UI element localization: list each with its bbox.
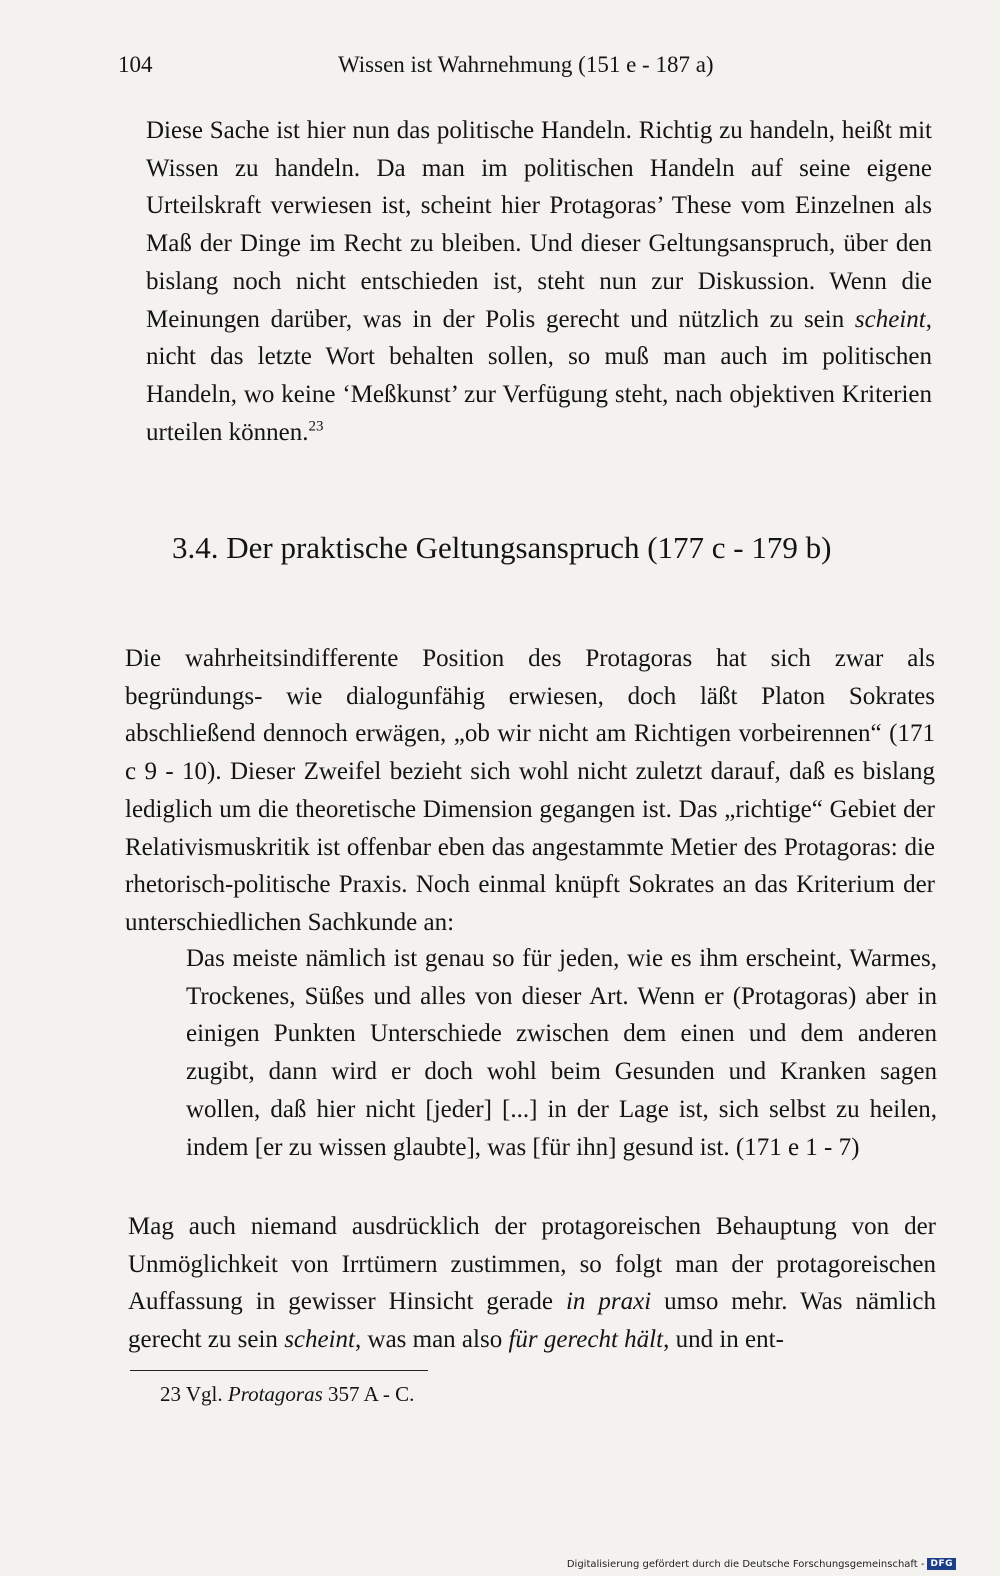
footnote-23 [160, 1382, 414, 1407]
paragraph-1-emphasis: scheint [854, 305, 926, 333]
paragraph-3-text-d: , und in ent- [663, 1326, 784, 1354]
paragraph-1-text-a: Diese Sache ist hier nun das politische Handeln. Richtig zu handeln, heißt mit Wissen zu handeln. Da man im politischen Handeln auf seine eigene Urteilskraft verwiesen ist, scheint hier Protagoras’ These vom Einzelnen als Maß der Dinge im Recht zu bleiben. Und dieser Geltungsanspruch, über den bislang noch nicht entschieden ist, steht nun zur Diskussion. Wenn die Meinungen darüber, was in der Polis gerecht und nützlich zu sein [146, 117, 932, 333]
paragraph-2: Die wahrheitsindifferente Position des Protagoras hat sich zwar als begründungs- wie dialogunfähig erwiesen, doch läßt Platon Sokrates abschließend dennoch erwägen, „ob wir nicht am Richtigen vorbeirennen“ (171 c 9 - 10). Dieser Zweifel bezieht sich wohl nicht zuletzt darauf, daß es bislang lediglich um die theoretische Dimension gegangen ist. Das „richtige“ Gebiet der Relativismuskritik ist offenbar eben das angestammte Metier des Protagoras: die rhetorisch-politische Praxis. Noch einmal knüpft Sokrates an das Kriterium der unterschiedlichen Sachkunde an: [125, 645, 935, 936]
digitization-credit-text: Digitalisierung gefördert durch die Deutsche Forschungsgemeinschaft - [566, 1558, 925, 1570]
footnote-reference-text: 357 A - C. [328, 1382, 415, 1406]
footnote-reference: 23 [308, 418, 324, 435]
block-quote: Das meiste nämlich ist genau so für jeden, wie es ihm erscheint, Warmes, Trockenes, Süßes und alles von dieser Art. Wenn er (Protagoras) aber in einigen Punkten Unterschiede zwischen dem einen und dem anderen zugibt, dann wird er doch wohl beim Gesunden und Kranken sagen wollen, daß hier nicht [jeder] [...] in der Lage ist, sich selbst zu heilen, indem [er zu wissen glaubte], was [für ihn] gesund ist. (171 e 1 - 7) [186, 945, 937, 1161]
paragraph-1 [146, 112, 932, 451]
footnote-divider [130, 1370, 428, 1371]
digitization-credit [567, 1558, 956, 1570]
page-number: 104 [118, 52, 153, 77]
footnote-number: 23 [160, 1382, 181, 1406]
running-head [118, 52, 948, 86]
paragraph-3-text-b: umso mehr. Was nämlich gerecht zu sein [128, 1288, 937, 1354]
paragraph-1-text-b: , nicht das letzte Wort behalten sollen, so muß man auch im politischen Handeln, wo keine ‘Meßkunst’ zur Verfügung steht, nach objektiven Kriterien urteilen können. [146, 305, 932, 446]
paragraph-3-emphasis-c: für gerecht hält [508, 1326, 664, 1354]
footnote-title: Protagoras [227, 1382, 323, 1406]
paragraph-3-text-a: Mag auch niemand ausdrücklich der protagoreischen Behauptung von der Unmöglichkeit von Irrtümern zustimmen, so folgt man der protagoreischen Auffassung in gewisser Hinsicht gerade [128, 1213, 936, 1316]
paragraph-3-emphasis-a: in praxi [565, 1288, 652, 1316]
paragraph-3 [128, 1208, 936, 1359]
section-heading: 3.4. Der praktische Geltungsanspruch (177 c - 179 b) [172, 530, 832, 565]
running-head-title: Wissen ist Wahrnehmung (151 e - 187 a) [338, 52, 714, 77]
dfg-logo: DFG [927, 1558, 956, 1570]
paragraph-3-emphasis-b: scheint [284, 1326, 356, 1354]
paragraph-3-text-c: , was man also [355, 1326, 509, 1354]
footnote-prefix: Vgl. [185, 1382, 223, 1406]
